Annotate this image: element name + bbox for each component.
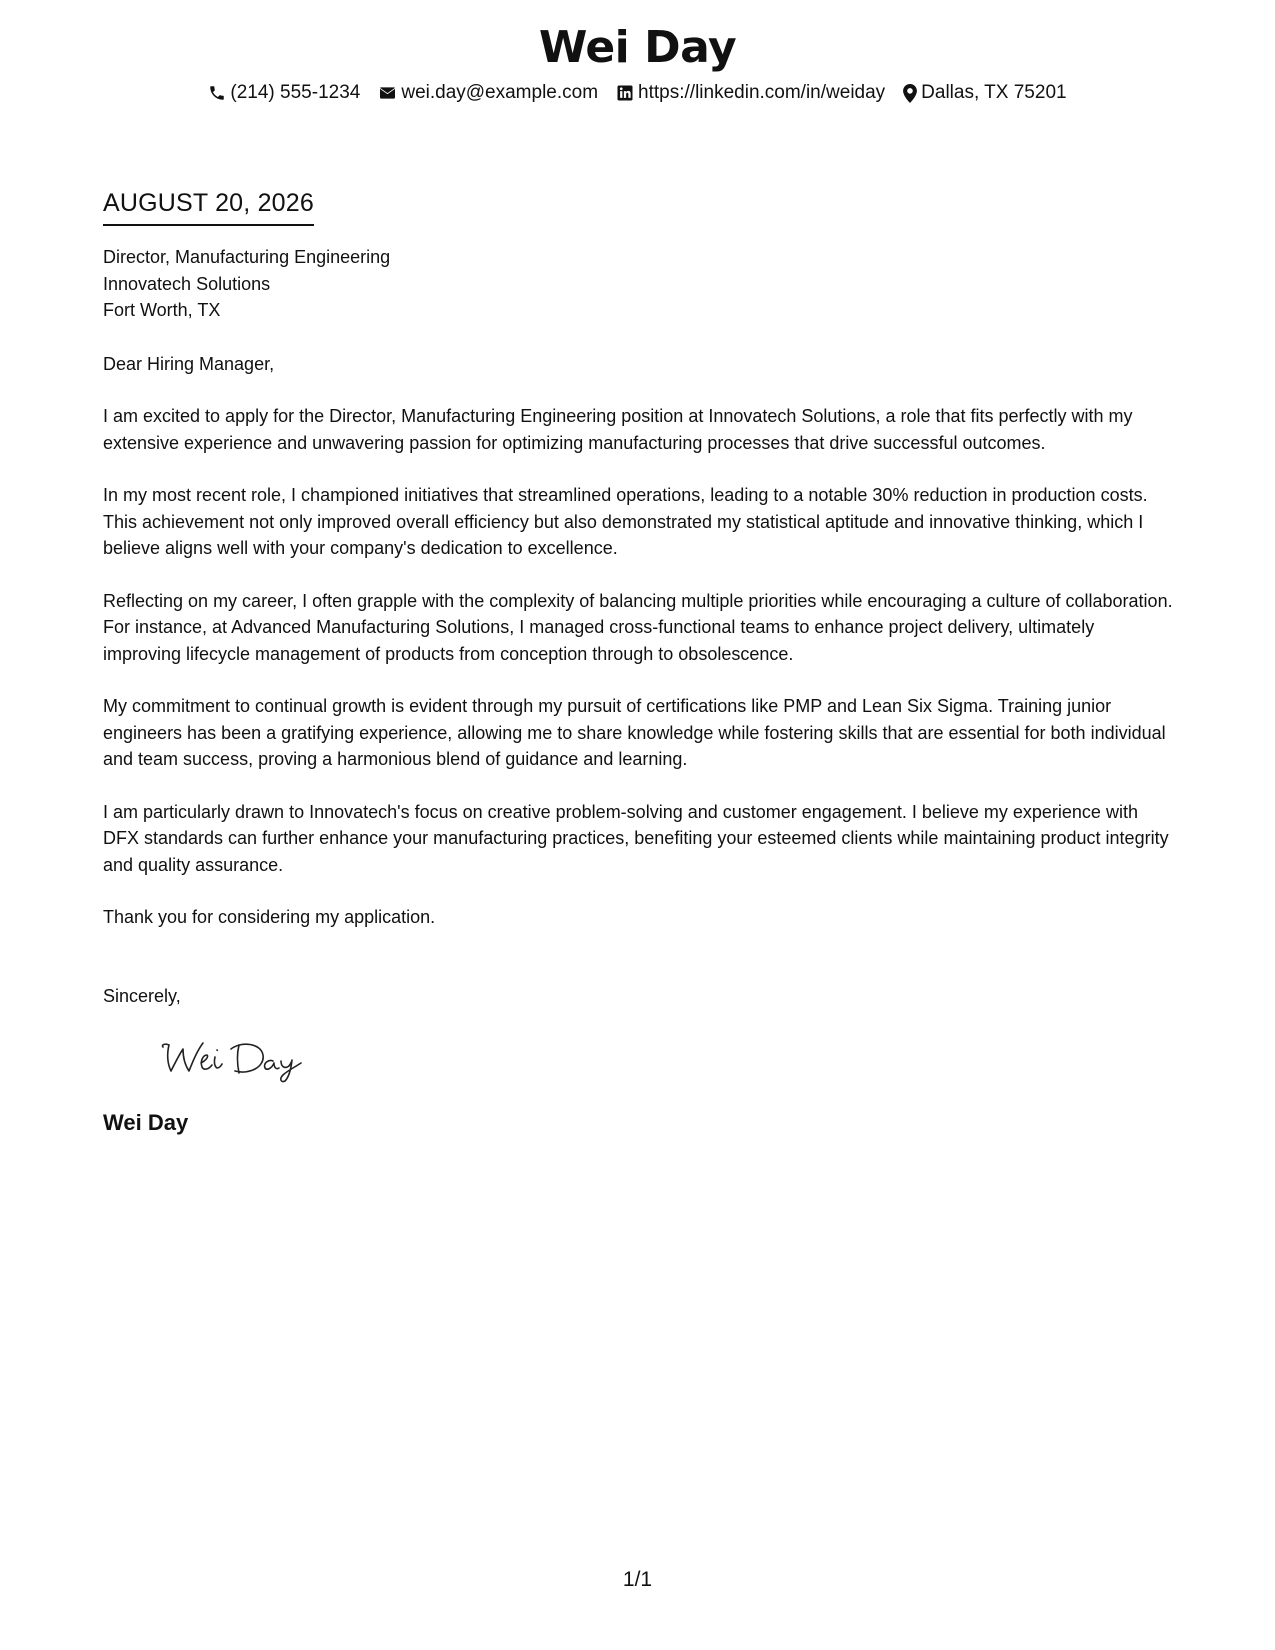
linkedin-icon	[616, 84, 634, 102]
envelope-icon	[378, 84, 397, 102]
letter-body	[103, 188, 1173, 1137]
signer-name: Wei Day	[103, 1110, 189, 1135]
phone-icon	[208, 84, 226, 102]
phone-text: (214) 555-1234	[230, 82, 361, 103]
paragraph-collaboration: Reflecting on my career, I often grapple with the complexity of balancing multiple priorities while encouraging a culture of collaboration. For instance, at Advanced Manufacturing Solutions, I managed cross-functional teams to enhance project delivery, ultimately improving lifecycle management of products from conception through to obsolescence.	[103, 590, 1173, 664]
paragraph-thanks: Thank you for considering my application.	[103, 907, 436, 927]
date-block	[103, 188, 314, 226]
closing: Sincerely,	[103, 985, 181, 1006]
paragraph-achievement: In my most recent role, I championed initiatives that streamlined operations, leading to a notable 30% reduction in production costs. This achievement not only improved overall efficiency but also demonstrated my statistical aptitude and innovative thinking, which I believe aligns well with your company's dedication to excellence.	[103, 485, 1148, 558]
recipient-title: Director, Manufacturing Engineering	[103, 247, 391, 267]
contact-email	[378, 82, 598, 104]
salutation: Dear Hiring Manager,	[103, 353, 275, 374]
paragraph-company-fit: I am particularly drawn to Innovatech's focus on creative problem-solving and customer engagement. I believe my experience with DFX standards can further enhance your manufacturing practices, benefiting your esteemed clients while maintaining product integrity and quality assurance.	[103, 801, 1169, 875]
page-number: 1/1	[622, 1568, 653, 1591]
applicant-name-heading: Wei Day	[538, 22, 737, 73]
location-text: Dallas, TX 75201	[921, 82, 1067, 103]
recipient-block	[103, 244, 1173, 324]
email-link[interactable]: wei.day@example.com	[401, 82, 599, 103]
paragraph-intro: I am excited to apply for the Director, Manufacturing Engineering position at Innovatech Solutions, a role that fits perfectly with my extensive experience and unwavering passion for optimizing manufacturing processes that drive successful outcomes.	[103, 406, 1133, 453]
letter-date: AUGUST 20, 2026	[103, 189, 314, 217]
signature-image	[157, 1033, 307, 1085]
contact-linkedin	[616, 82, 885, 104]
recipient-company: Innovatech Solutions	[103, 273, 271, 294]
contact-info-bar	[0, 79, 1275, 107]
linkedin-link[interactable]: https://linkedin.com/in/weiday	[638, 82, 886, 103]
paragraph-growth: My commitment to continual growth is evident through my pursuit of certifications like PMP and Lean Six Sigma. Training junior engineers has been a gratifying experience, allowing me to share knowledge while fostering skills that are essential for both individual and team success, proving a harmonious blend of guidance and learning.	[103, 696, 1166, 769]
map-marker-icon	[903, 84, 917, 103]
recipient-location: Fort Worth, TX	[103, 300, 221, 320]
contact-location	[903, 82, 1066, 104]
contact-phone	[208, 82, 360, 104]
